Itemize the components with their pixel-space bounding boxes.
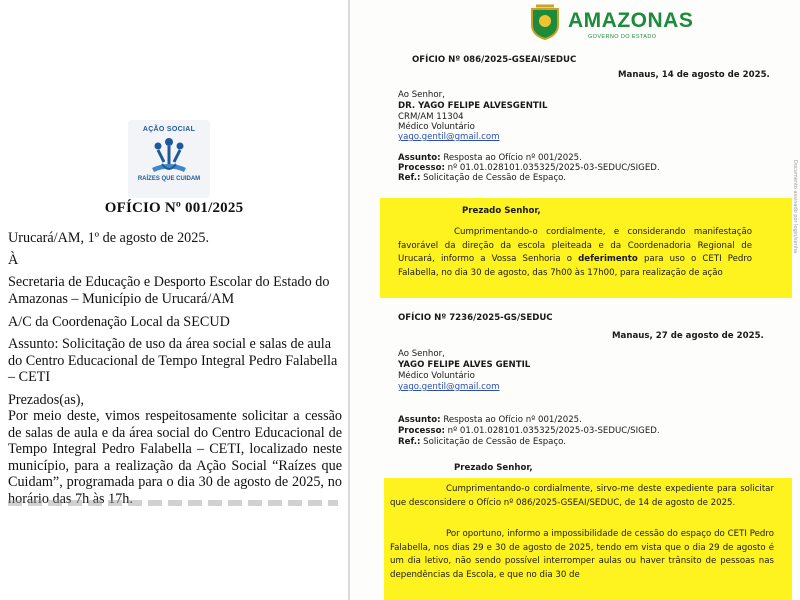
oficio1-processo: Processo: nº 01.01.028101.035325/2025-03-SEDUC/SIGED. xyxy=(398,163,660,173)
oficio1-number: OFÍCIO Nº 086/2025-GSEAI/SEDUC xyxy=(412,55,577,65)
signature-side-note: Documento assinado por login/senha xyxy=(792,160,798,254)
oficio2-processo: Processo: nº 01.01.028101.035325/2025-03-SEDUC/SIGED. xyxy=(398,426,660,436)
brand-subtitle: GOVERNO DO ESTADO xyxy=(588,34,657,40)
oficio2-role: Médico Voluntário xyxy=(398,371,475,381)
greeting: Prezados(as), xyxy=(8,392,85,408)
cut-off-line xyxy=(8,500,338,506)
oficio2-paragraph-2: Por oportuno, informo a impossibilidade de cessão do espaço do CETI Pedro Falabella, nos dias 29 e 30 de agosto de 2025, tendo em vista que o dia 29 de agosto é um dia letivo, não sendo possível interromper aulas ou haver trânsito de pessoas nas dependências da Escola, e que no dia 30 de xyxy=(390,529,774,580)
oficio2-number: OFÍCIO Nº 7236/2025-GS/SEDUC xyxy=(398,313,553,323)
oficio1-greeting: Prezado Senhor, xyxy=(462,206,541,216)
oficio2-assunto: Assunto: Resposta ao Ofício nº 001/2025. xyxy=(398,415,582,425)
oficio-title: OFÍCIO Nº 001/2025 xyxy=(104,200,244,216)
right-document xyxy=(350,0,800,600)
oficio1-name: DR. YAGO FELIPE ALVESGENTIL xyxy=(398,101,548,111)
subject: Assunto: Solicitação de uso da área social e salas de aula do Centro Educacional de Tempo Integral Pedro Falabella – CETI xyxy=(8,336,338,385)
oficio2-paragraph-1: Cumprimentando-o cordialmente, sirvo-me deste expediente para solicitar que desconsidere o Ofício nº 086/2025-GSEAI/SEDUC, de 14 de agosto de 2025. xyxy=(390,484,774,508)
amazonas-header xyxy=(528,3,694,43)
oficio1-assunto: Assunto: Resposta ao Ofício nº 001/2025. xyxy=(398,153,582,163)
oficio1-role: Médico Voluntário xyxy=(398,122,475,132)
recipient: Secretaria de Educação e Desporto Escolar do Estado do Amazonas – Município de Urucará/AM xyxy=(8,274,330,307)
logo-arc-text: AÇÃO SOCIAL xyxy=(142,126,196,133)
oficio1-body: Cumprimentando-o cordialmente, e considerando manifestação favorável da direção da escola pleiteada e da Coordenadoria Regional de Urucará, informo a Vossa Senhoria o deferimento para uso o CETI Pedro Falabella, no dia 30 de agosto, das 7h00 às 17h00, para realização de ação xyxy=(398,227,752,278)
oficio2-to: Ao Senhor, xyxy=(398,349,445,359)
to-label: À xyxy=(8,252,19,268)
attention-line: A/C da Coordenação Local da SECUD xyxy=(8,314,230,330)
acao-social-logo xyxy=(128,120,210,198)
oficio2-email[interactable]: yago.gentil@gmail.com xyxy=(398,382,500,392)
body-paragraph: Por meio deste, vimos respeitosamente solicitar a cessão de salas de aula e da área social do Centro Educacional de Tempo Integral Pedro Falabella – CETI, localizado neste município, para a realização da Ação Social “Raízes que Cuidam”, programada para o dia 30 de agosto de 2025, no horário das 7h às 17h. xyxy=(8,408,342,507)
oficio1-date: Manaus, 14 de agosto de 2025. xyxy=(618,70,770,80)
oficio1-email[interactable]: yago.gentil@gmail.com xyxy=(398,132,500,142)
oficio1-to: Ao Senhor, xyxy=(398,90,445,100)
left-document xyxy=(0,0,348,600)
date-line: Urucará/AM, 1º de agosto de 2025. xyxy=(8,230,210,246)
oficio1-crm: CRM/AM 11304 xyxy=(398,112,464,122)
oficio2-date: Manaus, 27 de agosto de 2025. xyxy=(612,331,764,341)
oficio2-ref: Ref.: Solicitação de Cessão de Espaço. xyxy=(398,437,567,447)
hands-tree-icon xyxy=(144,134,194,176)
state-coat-of-arms-icon xyxy=(528,3,562,41)
oficio2-greeting: Prezado Senhor, xyxy=(454,463,533,473)
brand-name: AMAZONAS xyxy=(568,9,694,32)
logo-bottom-text: RAÍZES QUE CUIDAM xyxy=(137,176,201,182)
oficio1-ref: Ref.: Solicitação de Cessão de Espaço. xyxy=(398,173,567,183)
oficio2-name: YAGO FELIPE ALVES GENTIL xyxy=(398,360,531,370)
